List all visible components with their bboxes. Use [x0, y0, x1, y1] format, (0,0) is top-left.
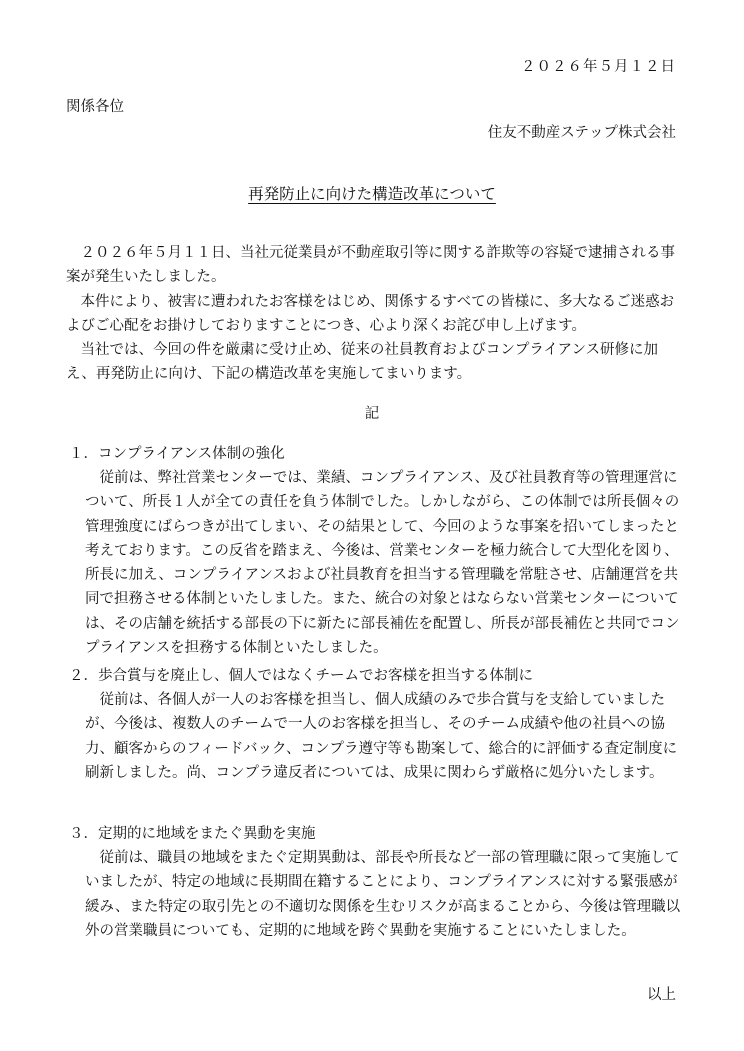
- section-team-system: [69, 664, 681, 785]
- section-heading: ３．定期的に地域をまたぐ異動を実施: [69, 826, 316, 842]
- document-title-block: [0, 182, 744, 204]
- ki-marker: 記: [364, 406, 380, 422]
- section-heading: ２．歩合賞与を廃止し、個人ではなくチームでお客様を担当する体制に: [69, 668, 533, 684]
- intro-paragraph: 当社では、今回の件を厳粛に受け止め、従来の社員教育およびコンプライアンス研修に加え、再発防止に向け、下記の構造改革を実施してまいります。: [66, 342, 659, 383]
- section-heading: １．コンプライアンス体制の強化: [69, 446, 285, 462]
- intro-paragraph: ２０２６年５月１１日、当社元従業員が不動産取引等に関する詐欺等の容疑で逮捕される事案が発生いたしました。: [66, 245, 675, 286]
- intro-paragraph: 本件により、被害に遭われたお客様をはじめ、関係するすべての皆様に、多大なるご迷惑およびご心配をお掛けしておりますことにつき、心より深くお詫び申し上げます。: [66, 293, 675, 334]
- recipient-line: 関係各位: [66, 99, 124, 115]
- section-body: 従前は、弊社営業センターでは、業績、コンプライアンス、及び社員教育等の管理運営について、所長１人が全ての責任を負う体制でした。しかしながら、この体制では所長個々の管理強度にばらつきが出てしまい、その結果として、今回のような事案を招いてしまったと考えております。この反省を踏まえ、今後は、営業センターを極力統合して大型化を図り、所長に加え、コンプライアンスおよび社員教育を担当する管理職を常駐させ、店舗運営を共同で担務させる体制といたしました。また、統合の対象とはならない営業センターについては、その店舗を統括する部長の下に新たに部長補佐を配置し、所長が部長補佐と共同でコンプライアンスを担務する体制といたしました。: [85, 470, 680, 657]
- section-rotation: [69, 822, 681, 943]
- section-body: 従前は、職員の地域をまたぐ定期異動は、部長や所長など一部の管理職に限って実施していましたが、特定の地域に長期間在籍することにより、コンプライアンスに対する緊張感が緩み、また特定の取引先との不適切な関係を生むリスクが高まることから、今後は管理職以外の営業職員についても、定期的に地域を跨ぐ異動を実施することにいたしました。: [85, 850, 681, 939]
- document-title: 再発防止に向けた構造改革について: [248, 185, 496, 203]
- document-date: ２０２６年５月１２日: [521, 59, 676, 75]
- section-compliance: [69, 442, 681, 660]
- closing-mark: 以上: [647, 987, 676, 1003]
- intro-section: [66, 241, 678, 387]
- company-name: 住友不動産ステップ株式会社: [487, 125, 676, 141]
- section-body: 従前は、各個人が一人のお客様を担当し、個人成績のみで歩合賞与を支給していましたが、今後は、複数人のチームで一人のお客様を担当し、そのチーム成績や他の社員への協力、顧客からのフィードバック、コンプラ遵守等も勘案して、総合的に評価する査定制度に刷新しました。尚、コンプラ違反者については、成果に関わらず厳格に処分いたします。: [85, 692, 678, 781]
